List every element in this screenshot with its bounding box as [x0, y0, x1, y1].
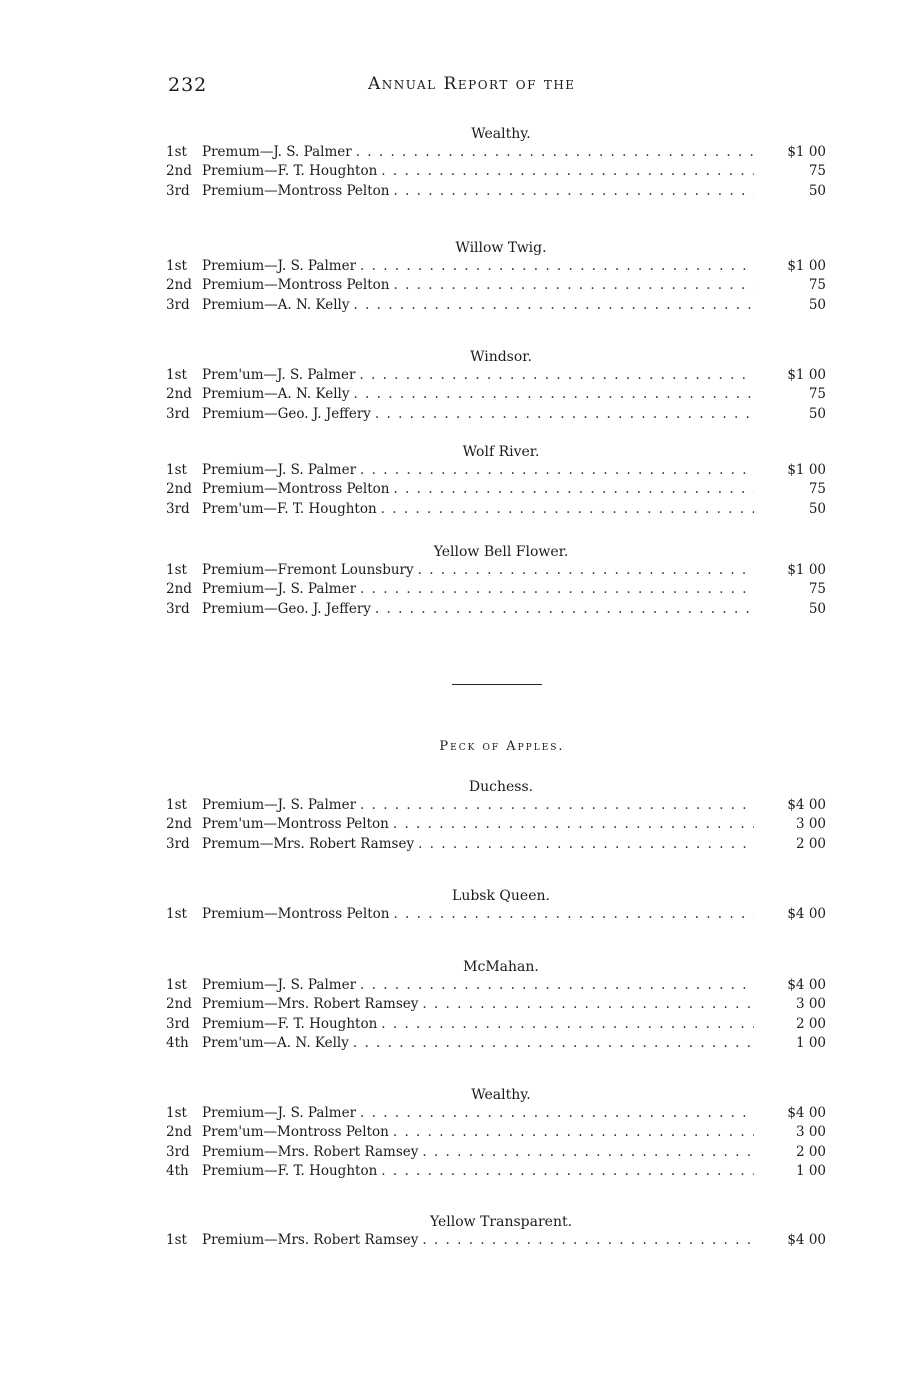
dot-leader — [360, 796, 754, 815]
peck-group-yellow-transparent — [166, 1213, 826, 1250]
dot-leader — [422, 1231, 754, 1250]
dot-leader — [360, 976, 754, 995]
entry-name: Prem'um—Montross Pelton — [202, 1124, 389, 1141]
entry-place: 1st — [166, 906, 187, 922]
premium-entry — [166, 257, 826, 276]
entry-place: 1st — [166, 1105, 187, 1121]
entry-amount: $1 00 — [787, 562, 826, 578]
entry-place: 1st — [166, 797, 187, 813]
premium-entry — [166, 162, 826, 181]
entry-amount: $1 00 — [787, 367, 826, 383]
peck-group-duchess — [166, 778, 826, 854]
entry-amount: 75 — [808, 386, 826, 403]
entry-place: 1st — [166, 562, 187, 578]
entry-name: Premium—J. S. Palmer — [202, 797, 357, 813]
entry-amount: $1 00 — [787, 258, 826, 274]
dot-leader — [393, 905, 754, 924]
premium-entry — [166, 815, 826, 834]
entry-amount: 3 00 — [795, 1124, 826, 1141]
entry-place: 4th — [166, 1034, 189, 1051]
entry-amount: $1 00 — [787, 462, 826, 478]
entry-name: Premium—J. S. Palmer — [202, 258, 357, 274]
entry-place: 1st — [166, 462, 187, 478]
section-divider — [452, 684, 542, 685]
entry-amount: $4 00 — [787, 906, 826, 922]
entry-name: Prem'um—Montross Pelton — [202, 816, 389, 833]
entry-name: Premium—Montross Pelton — [202, 481, 390, 498]
entry-amount: 1 00 — [795, 1162, 826, 1179]
dot-leader — [375, 405, 754, 424]
entry-amount: $4 00 — [787, 1232, 826, 1248]
entry-name: Premium—Mrs. Robert Ramsey — [202, 1143, 419, 1160]
section-title: Peck of Apples. — [439, 739, 565, 754]
variety-heading: Wealthy. — [471, 126, 531, 142]
premium-entry — [166, 366, 826, 385]
entry-place: 3rd — [166, 1015, 190, 1032]
peck-group-wealthy — [166, 1086, 826, 1181]
variety-heading: McMahan. — [463, 959, 539, 975]
dot-leader — [359, 366, 754, 385]
entry-amount: 3 00 — [795, 996, 826, 1013]
premium-group-wealthy — [166, 125, 826, 201]
entry-amount: 50 — [808, 296, 826, 313]
dot-leader — [422, 1143, 754, 1162]
entry-place: 1st — [166, 258, 187, 274]
premium-entry — [166, 905, 826, 924]
entry-name: Premium—F. T. Houghton — [202, 1015, 378, 1032]
peck-group-mcmahan — [166, 958, 826, 1053]
variety-heading: Wolf River. — [462, 444, 540, 460]
variety-heading: Yellow Bell Flower. — [433, 544, 569, 560]
dot-leader — [381, 500, 754, 519]
entry-place: 1st — [166, 144, 187, 160]
entry-name: Prem'um—A. N. Kelly — [202, 1034, 349, 1051]
premium-entry — [166, 1231, 826, 1250]
premium-entry — [166, 143, 826, 162]
entry-amount: 50 — [808, 405, 826, 422]
variety-heading: Wealthy. — [471, 1087, 531, 1103]
entry-name: Premium—Mrs. Robert Ramsey — [202, 1232, 419, 1248]
entry-amount: $4 00 — [787, 1105, 826, 1121]
entry-name: Premium—Montross Pelton — [202, 277, 390, 294]
entry-amount: 2 00 — [795, 1015, 826, 1032]
entry-name: Premium—Geo. J. Jeffery — [202, 600, 371, 617]
dot-leader — [360, 461, 754, 480]
entry-amount: 2 00 — [795, 1143, 826, 1160]
entry-name: Premium—F. T. Houghton — [202, 163, 378, 180]
entry-name: Premium—A. N. Kelly — [202, 386, 350, 403]
entry-amount: 50 — [808, 600, 826, 617]
peck-group-lubsk-queen — [166, 887, 826, 924]
dot-leader — [418, 835, 754, 854]
entry-name: Premium—A. N. Kelly — [202, 296, 350, 313]
entry-place: 3rd — [166, 600, 190, 617]
entry-name: Premium—J. S. Palmer — [202, 581, 357, 598]
entry-place: 1st — [166, 367, 187, 383]
entry-place: 3rd — [166, 835, 190, 852]
entry-amount: 75 — [808, 481, 826, 498]
entry-place: 2nd — [166, 386, 192, 403]
entry-amount: 75 — [808, 277, 826, 294]
entry-place: 2nd — [166, 481, 192, 498]
entry-name: Premium—Montross Pelton — [202, 182, 390, 199]
premium-entry — [166, 600, 826, 619]
section-title-block — [166, 737, 826, 757]
entry-name: Premium—Fremont Lounsbury — [202, 562, 414, 578]
entry-place: 2nd — [166, 163, 192, 180]
entry-amount: 3 00 — [795, 816, 826, 833]
variety-heading: Yellow Transparent. — [429, 1214, 573, 1230]
dot-leader — [393, 815, 754, 834]
entry-name: Premium—F. T. Houghton — [202, 1162, 378, 1179]
entry-amount: $4 00 — [787, 797, 826, 813]
dot-leader — [393, 276, 754, 295]
premium-entry — [166, 580, 826, 599]
entry-place: 2nd — [166, 1124, 192, 1141]
dot-leader — [353, 385, 754, 404]
variety-heading: Willow Twig. — [455, 240, 547, 256]
variety-heading: Lubsk Queen. — [452, 888, 550, 904]
dot-leader — [360, 257, 754, 276]
entry-place: 2nd — [166, 816, 192, 833]
entry-place: 3rd — [166, 1143, 190, 1160]
dot-leader — [381, 1162, 754, 1181]
variety-heading: Duchess. — [468, 779, 534, 795]
dot-leader — [360, 580, 754, 599]
premium-group-yellow-bell-flower — [166, 543, 826, 619]
entry-name: Prem'um—J. S. Palmer — [202, 367, 356, 383]
entry-place: 1st — [166, 977, 187, 993]
entry-name: Premum—J. S. Palmer — [202, 144, 352, 160]
entry-place: 1st — [166, 1232, 187, 1248]
premium-entry — [166, 1143, 826, 1162]
dot-leader — [353, 1034, 754, 1053]
premium-entry — [166, 276, 826, 295]
entry-amount: 75 — [808, 581, 826, 598]
premium-entry — [166, 1034, 826, 1053]
page-header — [168, 74, 828, 100]
dot-leader — [360, 1104, 754, 1123]
entry-amount: 50 — [808, 182, 826, 199]
premium-entry — [166, 182, 826, 201]
premium-entry — [166, 796, 826, 815]
dot-leader — [393, 182, 754, 201]
premium-group-windsor — [166, 348, 826, 424]
entry-amount: 1 00 — [795, 1034, 826, 1051]
entry-name: Premium—Montross Pelton — [202, 906, 390, 922]
entry-amount: 2 00 — [795, 835, 826, 852]
dot-leader — [393, 480, 754, 499]
dot-leader — [353, 296, 754, 315]
premium-group-willow-twig — [166, 239, 826, 315]
premium-entry — [166, 1104, 826, 1123]
premium-entry — [166, 835, 826, 854]
entry-place: 3rd — [166, 500, 190, 517]
entry-place: 3rd — [166, 405, 190, 422]
dot-leader — [393, 1123, 754, 1142]
premium-entry — [166, 405, 826, 424]
dot-leader — [356, 143, 754, 162]
premium-entry — [166, 561, 826, 580]
entry-place: 2nd — [166, 277, 192, 294]
entry-amount: $4 00 — [787, 977, 826, 993]
premium-entry — [166, 995, 826, 1014]
entry-name: Prem'um—F. T. Houghton — [202, 500, 377, 517]
entry-place: 2nd — [166, 581, 192, 598]
premium-group-wolf-river — [166, 443, 826, 519]
dot-leader — [381, 1015, 754, 1034]
entry-place: 4th — [166, 1162, 189, 1179]
entry-place: 3rd — [166, 182, 190, 199]
entry-name: Premium—J. S. Palmer — [202, 1105, 357, 1121]
entry-name: Premium—J. S. Palmer — [202, 462, 357, 478]
premium-entry — [166, 500, 826, 519]
premium-entry — [166, 1015, 826, 1034]
premium-entry — [166, 480, 826, 499]
premium-entry — [166, 296, 826, 315]
dot-leader — [418, 561, 754, 580]
running-title: Annual Report of the — [368, 74, 576, 94]
entry-place: 3rd — [166, 296, 190, 313]
entry-amount: $1 00 — [787, 144, 826, 160]
premium-entry — [166, 461, 826, 480]
premium-entry — [166, 385, 826, 404]
entry-name: Premium—Geo. J. Jeffery — [202, 405, 371, 422]
entry-amount: 75 — [808, 163, 826, 180]
variety-heading: Windsor. — [470, 349, 532, 365]
premium-entry — [166, 976, 826, 995]
entry-place: 2nd — [166, 996, 192, 1013]
premium-entry — [166, 1162, 826, 1181]
entry-name: Premium—J. S. Palmer — [202, 977, 357, 993]
page-number: 232 — [168, 74, 208, 96]
premium-entry — [166, 1123, 826, 1142]
dot-leader — [375, 600, 754, 619]
entry-name: Premum—Mrs. Robert Ramsey — [202, 835, 415, 852]
entry-amount: 50 — [808, 500, 826, 517]
entry-name: Premium—Mrs. Robert Ramsey — [202, 996, 419, 1013]
dot-leader — [422, 995, 754, 1014]
dot-leader — [381, 162, 754, 181]
